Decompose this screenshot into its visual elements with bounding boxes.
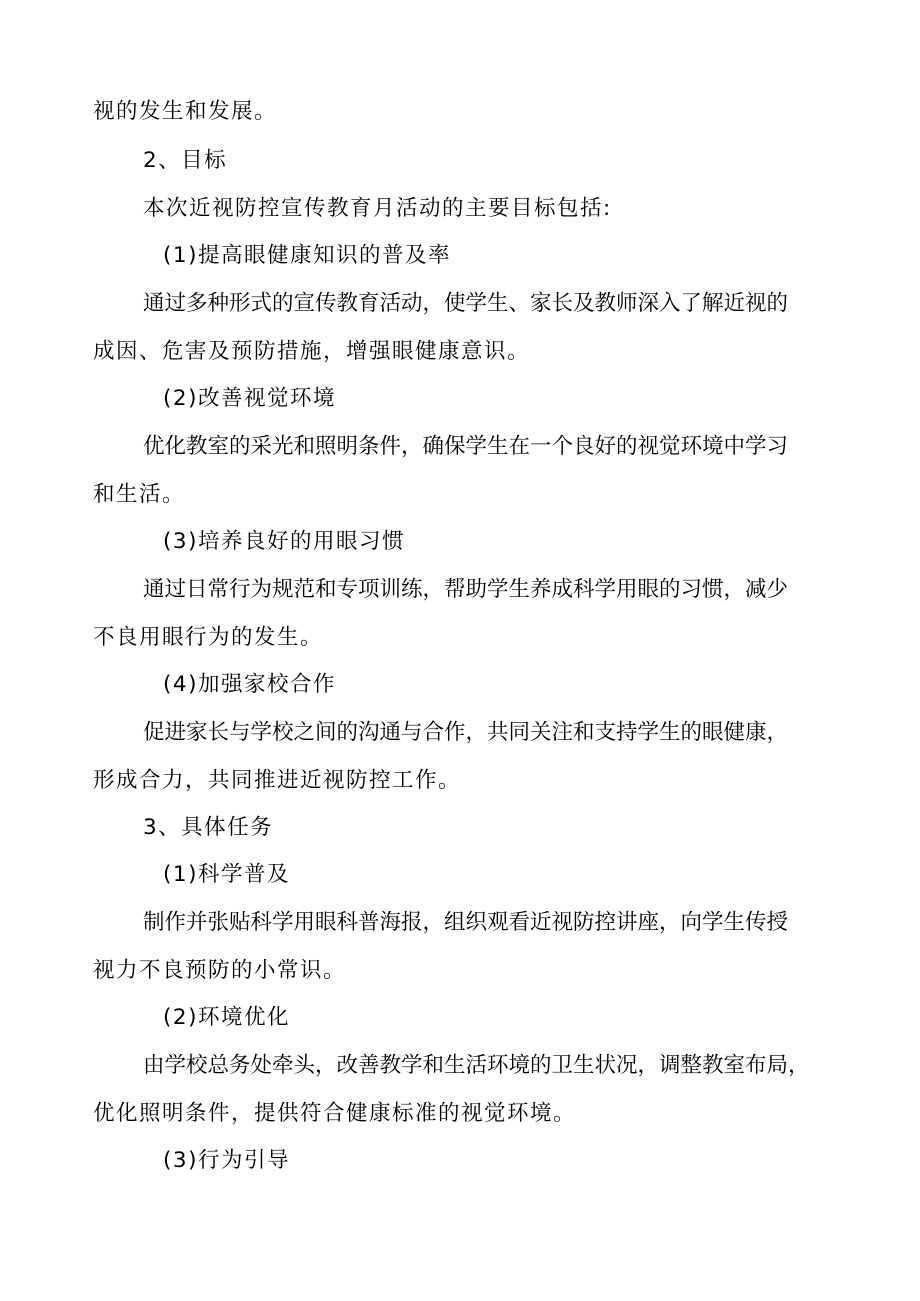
task-heading-3: (3)行为引导 <box>163 1148 290 1173</box>
goal-1-text-line-1 <box>143 290 831 318</box>
task-1-text-line-1-content: 制作并张贴科学用眼科普海报，组织观看近视防控讲座，向学生传授 <box>143 910 789 935</box>
task-heading-1: (1)科学普及 <box>163 862 290 887</box>
goal-3-text-line-1 <box>143 576 831 604</box>
task-1-text-line-1 <box>143 909 831 937</box>
task-2-text-line-1 <box>143 1052 831 1080</box>
goal-3-text-line-1-content: 通过日常行为规范和专项训练，帮助学生养成科学用眼的习惯，减少 <box>143 577 789 602</box>
goal-heading-4: (4)加强家校合作 <box>163 672 336 697</box>
goal-heading-3: (3)培养良好的用眼习惯 <box>163 529 405 554</box>
goal-3-text-line-2: 不良用眼行为的发生。 <box>93 625 324 650</box>
task-heading-2: (2)环境优化 <box>163 1005 290 1030</box>
task-1-text-line-2: 视力不良预防的小常识。 <box>93 958 347 983</box>
goal-1-text-line-1-content: 通过多种形式的宣传教育活动，使学生、家长及教师深入了解近视的 <box>143 291 789 316</box>
task-2-text-line-1-content: 由学校总务处牵头，改善教学和生活环境的卫生状况，调整教室布局， <box>143 1053 810 1078</box>
goal-2-text-line-1 <box>143 433 831 461</box>
goal-4-text-line-1 <box>143 719 831 747</box>
goal-4-text-line-2: 形成合力，共同推进近视防控工作。 <box>93 768 462 793</box>
goals-intro: 本次近视防控宣传教育月活动的主要目标包括: <box>143 196 612 221</box>
goal-heading-2: (2)改善视觉环境 <box>163 386 336 411</box>
goal-heading-1: (1)提高眼健康知识的普及率 <box>163 243 451 268</box>
task-2-text-line-2: 优化照明条件，提供符合健康标准的视觉环境。 <box>93 1101 577 1126</box>
paragraph-continuation: 视的发生和发展。 <box>93 99 278 124</box>
goal-2-text-line-1-content: 优化教室的采光和照明条件，确保学生在一个良好的视觉环境中学习 <box>143 434 789 459</box>
goal-4-text-line-1-content: 促进家长与学校之间的沟通与合作，共同关注和支持学生的眼健康， <box>143 720 789 745</box>
goal-1-text-line-2: 成因、危害及预防措施，增强眼健康意识。 <box>93 339 531 364</box>
section-heading-tasks: 3、具体任务 <box>143 815 274 840</box>
section-heading-goals: 2、目标 <box>143 148 228 173</box>
goal-2-text-line-2: 和生活。 <box>93 482 186 507</box>
